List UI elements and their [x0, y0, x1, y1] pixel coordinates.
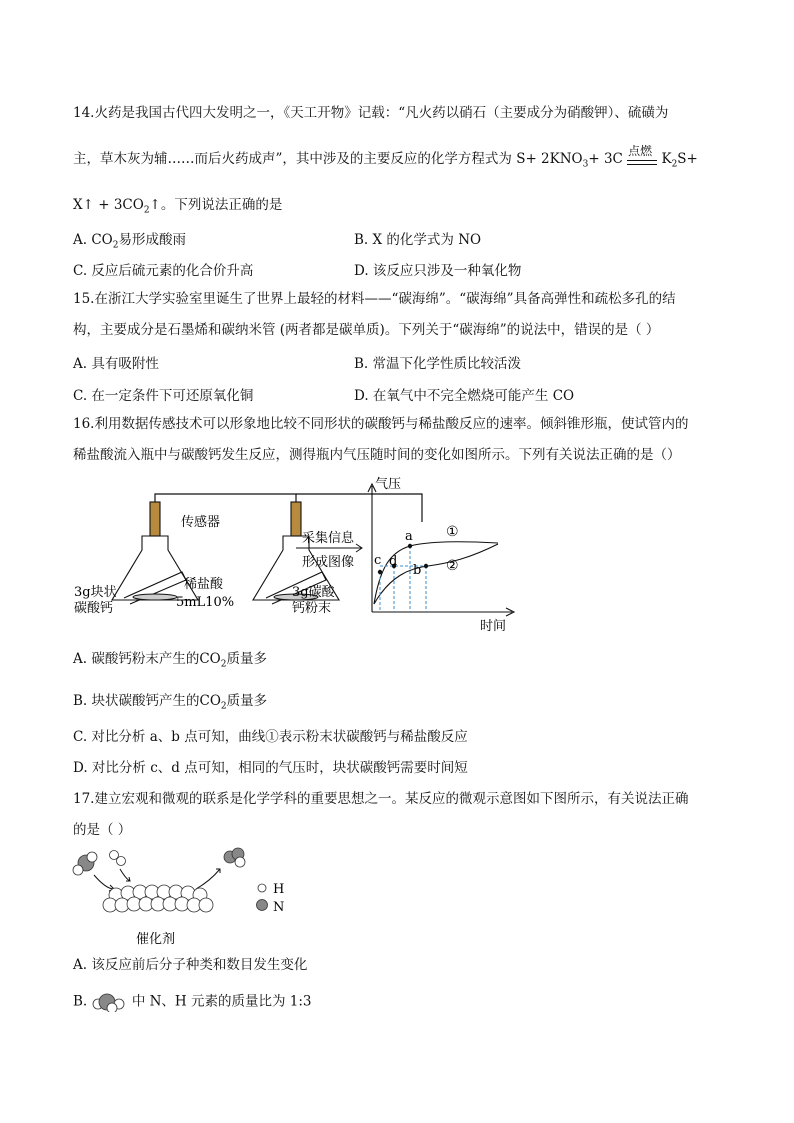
q14-line1: 14.火药是我国古代四大发明之一，《天工开物》记载：“凡火药以硝石（主要成分为硝酸钾）、硫磺为 — [73, 105, 669, 121]
q14-option-a-sub: 2 — [112, 240, 119, 251]
q16-option-b-pre: B. 块状碳酸钙产生的CO — [73, 693, 221, 709]
q17-option-b-text: 中 N、H 元素的质量比为 1:3 — [131, 993, 312, 1010]
q15-option-a[interactable]: A. 具有吸附性 — [73, 356, 159, 372]
q16-option-a-pre: A. 碳酸钙粉末产生的CO — [73, 651, 221, 667]
acid-label-2: 5mL10% — [176, 595, 235, 610]
collect-label-2: 形成图像 — [302, 555, 355, 570]
q17-micro-diagram — [70, 845, 320, 950]
point-c — [378, 570, 382, 574]
q17-option-b[interactable] — [73, 992, 312, 1012]
q14-line2 — [73, 143, 698, 174]
q17-line2: 的是（ ） — [73, 822, 132, 838]
curve-2 — [374, 544, 498, 604]
legend-h-label: H — [273, 882, 285, 897]
q14-condition-arrow — [627, 143, 657, 174]
graph-y-axis — [368, 484, 376, 612]
q14-option-d[interactable]: D. 该反应只涉及一种氧化物 — [354, 263, 522, 279]
arrow-in-2 — [120, 869, 130, 881]
acid-label-1: 稀盐酸 — [184, 577, 224, 592]
q15-option-d[interactable]: D. 在氧气中不完全燃烧可能产生 CO — [354, 388, 575, 404]
q14-sub2: 2 — [671, 159, 678, 170]
arrow-out — [196, 869, 220, 889]
q16-apparatus-figure — [70, 472, 530, 638]
q14-sub3: 3 — [582, 159, 589, 170]
curve-2-label: ② — [446, 558, 459, 574]
q16-option-b[interactable] — [73, 692, 267, 716]
left-label-1: 3g块状 — [74, 585, 117, 600]
curve-1 — [374, 542, 498, 604]
q16-option-b-post: 质量多 — [226, 693, 268, 709]
q16-option-a-post: 质量多 — [226, 651, 267, 667]
q14-line3 — [73, 196, 282, 220]
q15-option-c[interactable]: C. 在一定条件下可还原氧化铜 — [73, 388, 254, 404]
q16-option-a[interactable] — [73, 650, 267, 674]
graph-y-label: 气压 — [375, 477, 402, 492]
h-atom-left — [73, 865, 83, 875]
arrow-in-1 — [94, 875, 114, 891]
graph-x-label: 时间 — [480, 619, 507, 634]
q14-eq-part4: S+ — [677, 151, 698, 167]
catalyst-surface — [103, 885, 213, 912]
q14-line3-sub: 2 — [143, 205, 150, 216]
point-a-label: a — [405, 529, 413, 544]
q15-line2: 构，主要成分是石墨烯和碳纳米管 (两者都是碳单质)。下列关于“碳海绵”的说法中，错误的是（ ） — [73, 322, 660, 338]
q15-line1: 15.在浙江大学实验室里诞生了世界上最轻的材料——“碳海绵”。“碳海绵”具备高弹性和疏松多孔的结 — [73, 291, 676, 307]
right-label-2: 钙粉末 — [292, 601, 332, 616]
h2-atom-2 — [117, 857, 126, 866]
point-b — [424, 564, 428, 568]
collect-label-1: 采集信息 — [302, 531, 355, 546]
point-c-label: c — [374, 553, 382, 568]
q14-line3-post: ↑。下列说法正确的是 — [149, 197, 283, 213]
q16-option-c[interactable]: C. 对比分析 a、b 点可知，曲线①表示粉末状碳酸钙与稀盐酸反应 — [73, 729, 468, 745]
sensor-label: 传感器 — [181, 515, 221, 530]
h-atom-left2 — [87, 852, 97, 862]
h-atom-right — [235, 857, 245, 867]
q16-line1: 16.利用数据传感技术可以形象地比较不同形状的碳酸钙与稀盐酸反应的速率。倾斜锥形瓶，使试管内的 — [73, 416, 689, 432]
legend-n-label: N — [273, 900, 285, 915]
signal-line — [296, 494, 422, 522]
point-a — [408, 544, 412, 548]
q14-condition: 点燃 — [628, 143, 653, 158]
right-label-1: 3g碳酸 — [292, 585, 335, 600]
legend-n-atom — [257, 900, 268, 911]
q14-option-a[interactable] — [73, 228, 186, 251]
point-b-label: b — [413, 563, 422, 578]
q15-option-b[interactable]: B. 常温下化学性质比较活泼 — [354, 356, 522, 372]
q14-option-b[interactable]: B. X 的化学式为 NO — [354, 232, 482, 248]
q17-line1: 17.建立宏观和微观的联系是化学学科的重要思想之一。某反应的微观示意图如下图所示，有关说法正确 — [73, 791, 689, 807]
q16-line2: 稀盐酸流入瓶中与碳酸钙发生反应，测得瓶内气压随时间的变化如图所示。下列有关说法正确的是（） — [73, 447, 681, 463]
q14-eq-part2: + 3C — [588, 151, 623, 167]
q17-option-b-label: B. — [73, 993, 88, 1010]
q14-eq-part3: K — [661, 151, 672, 167]
nh3-molecule-icon — [92, 992, 128, 1012]
q16-option-d[interactable]: D. 对比分析 c、d 点可知，相同的气压时，块状碳酸钙需要时间短 — [73, 760, 468, 776]
legend-h-atom — [258, 884, 266, 892]
q16-option-a-sub: 2 — [220, 659, 227, 670]
graph-x-axis — [372, 608, 514, 616]
q14-option-a-post: 易形成酸雨 — [118, 232, 186, 248]
q14-option-c[interactable]: C. 反应后硫元素的化合价升高 — [73, 263, 254, 279]
catalyst-label: 催化剂 — [136, 932, 176, 947]
q14-option-a-pre: A. CO — [73, 232, 113, 248]
curve-1-label: ① — [446, 524, 459, 540]
q16-option-b-sub: 2 — [220, 701, 227, 712]
q14-equals-bars — [627, 160, 657, 165]
q14-eq-part1: 主，草木灰为辅……而后火药成声”，其中涉及的主要反应的化学方程式为 S+ 2KNO — [73, 151, 583, 167]
point-d-label: d — [389, 554, 398, 569]
sensor-wire — [155, 494, 296, 514]
q14-line3-pre: X↑ + 3CO — [73, 197, 144, 213]
q17-option-a[interactable]: A. 该反应前后分子种类和数目发生变化 — [73, 957, 308, 973]
left-label-2: 碳酸钙 — [74, 601, 114, 616]
